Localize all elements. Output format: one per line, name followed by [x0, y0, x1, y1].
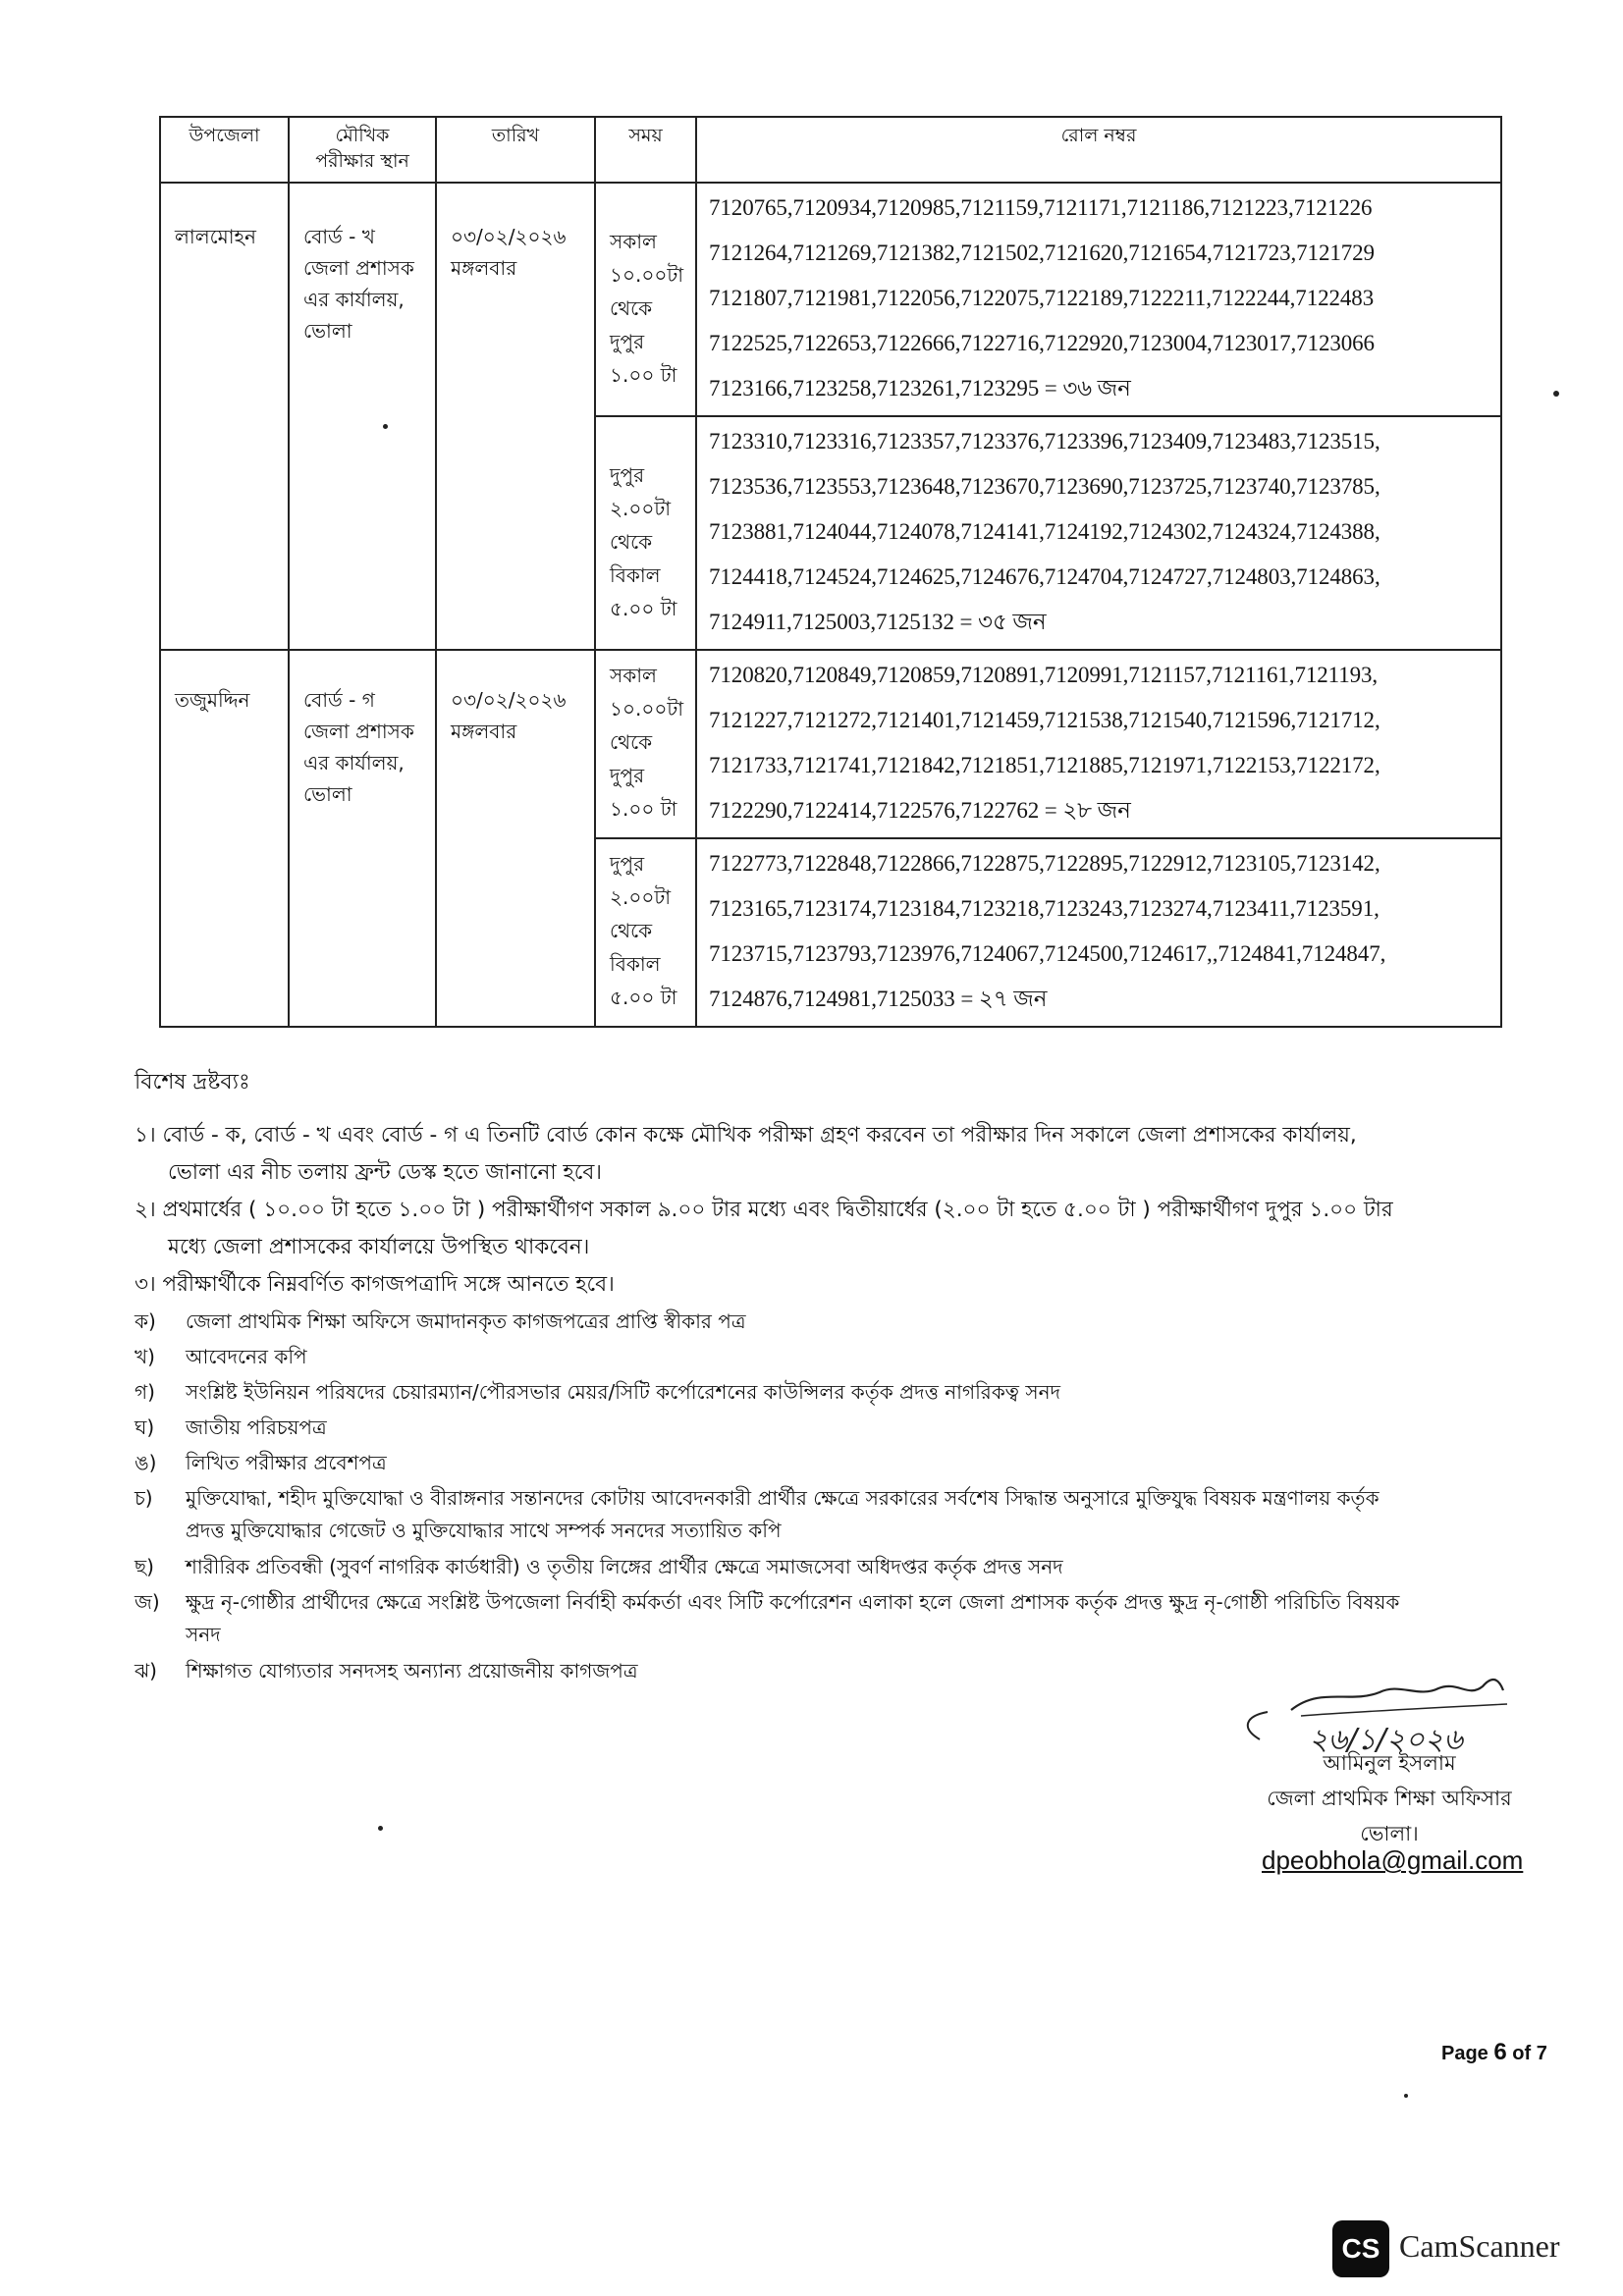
exam-day: মঙ্গলবার: [451, 256, 517, 281]
list-item-label: ঝ): [135, 1659, 157, 1682]
note-item: [135, 1266, 1529, 1304]
list-item-label: গ): [135, 1380, 155, 1404]
cell-upazila: লালমোহন: [160, 183, 289, 650]
roll-line: 7123881,7124044,7124078,7124141,7124192,7124302,7124324,7124388,: [709, 519, 1380, 545]
time-line: থেকে: [610, 530, 653, 555]
cell-roll-numbers: [696, 183, 1501, 416]
list-item-label: ছ): [135, 1555, 154, 1578]
time-line: ২.০০টা: [610, 497, 672, 521]
roll-line: 7121264,7121269,7121382,7121502,7121620,7121654,7121723,7121729: [709, 240, 1375, 266]
signatory-place: ভোলা।: [1360, 1822, 1419, 1845]
roll-line: 7123166,7123258,7123261,7123295 = ৩৬ জন: [709, 376, 1131, 401]
header-time: সময়: [595, 117, 696, 183]
required-documents-list: [135, 1306, 1548, 1690]
header-rolls: রোল নম্বর: [696, 117, 1501, 183]
list-item-text-line: সনদ: [186, 1623, 221, 1646]
list-item: [135, 1376, 1548, 1412]
note-item: [135, 1117, 1529, 1192]
list-item: [135, 1482, 1548, 1551]
time-line: ১.০০ টা: [610, 363, 677, 388]
list-item: [135, 1341, 1548, 1376]
list-item-label: চ): [135, 1486, 153, 1510]
page-current: 6: [1493, 2039, 1507, 2065]
time-line: দুপুর: [610, 463, 645, 488]
time-line: থেকে: [610, 730, 653, 755]
signature-date: ২৬/১/২০২৬: [1309, 1723, 1463, 1757]
note-text-cont: ভোলা এর নীচ তলায় ফ্রন্ট ডেস্ক হতে জানানো হবে।: [168, 1160, 602, 1185]
list-item: [135, 1586, 1548, 1655]
venue-line: এর কার্যালয়,: [303, 751, 405, 775]
list-item: [135, 1551, 1548, 1586]
cell-roll-numbers: [696, 650, 1501, 838]
list-item: [135, 1306, 1548, 1341]
time-line: দুপুর: [610, 764, 645, 788]
time-line: সকাল: [610, 664, 657, 688]
contact-email: dpeobhola@gmail.com: [1262, 1845, 1524, 1875]
list-item-text: সংশ্লিষ্ট ইউনিয়ন পরিষদের চেয়ারম্যান/পৌরসভার মেয়র/সিটি কর্পোরেশনের কাউন্সিলর কর্তৃক প্রদত্ত নাগরিকত্ব সনদ: [186, 1380, 1061, 1404]
time-line: ১০.০০টা: [610, 697, 684, 721]
list-item-text: জাতীয় পরিচয়পত্র: [186, 1415, 327, 1439]
venue-line: জেলা প্রশাসক: [303, 720, 414, 744]
roll-line: 7120820,7120849,7120859,7120891,7120991,7121157,7121161,7121193,: [709, 663, 1379, 688]
list-item-text: আবেদনের কপি: [186, 1345, 307, 1368]
roll-line: 7124876,7124981,7125033 = ২৭ জন: [709, 987, 1048, 1012]
note-text: ৩। পরীক্ষার্থীকে নিম্নবর্ণিত কাগজপত্রাদি সঙ্গে আনতে হবে।: [135, 1272, 615, 1297]
note-item: [135, 1192, 1529, 1266]
scan-speck: [1404, 2094, 1408, 2098]
list-item-label: ক): [135, 1309, 156, 1333]
cell-upazila: তজুমদ্দিন: [160, 650, 289, 1027]
signatory-name: আমিনুল ইসলাম: [1323, 1751, 1456, 1775]
cell-time: [595, 650, 696, 838]
roll-line: 7124418,7124524,7124625,7124676,7124704,7124727,7124803,7124863,: [709, 564, 1380, 590]
roll-line: 7121807,7121981,7122056,7122075,7122189,7122211,7122244,7122483: [709, 286, 1375, 311]
camscanner-logo-icon: CS: [1332, 2220, 1389, 2277]
list-item-text: শারীরিক প্রতিবন্ধী (সুবর্ণ নাগরিক কার্ডধারী) ও তৃতীয় লিঙ্গের প্রার্থীর ক্ষেত্রে সমাজসেবা অধিদপ্তর কর্তৃক প্রদত্ত সনদ: [186, 1555, 1063, 1578]
time-line: ১০.০০টা: [610, 263, 684, 288]
list-item-text-line: মুক্তিযোদ্ধা, শহীদ মুক্তিযোদ্ধা ও বীরাঙ্গনার সন্তানদের কোটায় আবেদনকারী প্রার্থীর ক্ষেত্রে সরকারের সর্বশেষ সিদ্ধান্ত অনুসারে মুক্তিযুদ্ধ বিষয়ক মন্ত্রণালয় কর্তৃক: [186, 1486, 1380, 1510]
scan-speck: [1553, 391, 1559, 397]
signatory-block: [1217, 1745, 1561, 1851]
list-item-label: জ): [135, 1590, 160, 1614]
list-item-text: [186, 1482, 1548, 1547]
page-total: 7: [1536, 2043, 1547, 2064]
header-venue: [289, 117, 436, 183]
cell-time: [595, 416, 696, 650]
venue-line: এর কার্যালয়,: [303, 288, 405, 312]
exam-date: ০৩/০২/২০২৬: [451, 688, 567, 713]
roll-line: 7124911,7125003,7125132 = ৩৫ জন: [709, 610, 1047, 635]
list-item-text-line: প্রদত্ত মুক্তিযোদ্ধার গেজেট ও মুক্তিযোদ্ধার সাথে সম্পর্ক সনদের সত্যায়িত কপি: [186, 1519, 782, 1542]
time-line: সকাল: [610, 230, 657, 254]
list-item-text: লিখিত পরীক্ষার প্রবেশপত্র: [186, 1451, 387, 1474]
table-header-row: [160, 117, 1501, 183]
list-item: [135, 1447, 1548, 1482]
roll-line: 7123715,7123793,7123976,7124067,7124500,7124617,,7124841,7124847,: [709, 941, 1386, 967]
venue-board: বোর্ড - খ: [303, 225, 375, 249]
list-item-text: [186, 1586, 1548, 1651]
venue-line: জেলা প্রশাসক: [303, 256, 414, 281]
time-line: ২.০০টা: [610, 885, 672, 910]
scan-speck: [378, 1826, 383, 1831]
header-venue-line2: পরীক্ষার স্থান: [315, 149, 409, 172]
time-line: দুপুর: [610, 852, 645, 877]
list-item-label: খ): [135, 1345, 155, 1368]
venue-line: ভোলা: [303, 782, 352, 807]
cell-date: [436, 650, 595, 1027]
time-line: বিকাল: [610, 952, 661, 977]
page-prefix: Page: [1441, 2043, 1494, 2064]
time-line: দুপুর: [610, 330, 645, 354]
roll-line: 7122773,7122848,7122866,7122875,7122895,7122912,7123105,7123142,: [709, 851, 1380, 877]
time-line: থেকে: [610, 296, 653, 321]
header-upazila: উপজেলা: [160, 117, 289, 183]
time-line: থেকে: [610, 919, 653, 943]
roll-line: 7122290,7122414,7122576,7122762 = ২৮ জন: [709, 798, 1131, 824]
page-of: of: [1506, 2043, 1537, 2064]
header-venue-line1: মৌখিক: [335, 125, 390, 146]
roll-line: 7123165,7123174,7123184,7123218,7123243,7123274,7123411,7123591,: [709, 896, 1380, 922]
list-item-text: শিক্ষাগত যোগ্যতার সনদসহ অন্যান্য প্রয়োজনীয় কাগজপত্র: [186, 1659, 638, 1682]
exam-date: ০৩/০২/২০২৬: [451, 225, 567, 249]
roll-line: 7123536,7123553,7123648,7123670,7123690,7123725,7123740,7123785,: [709, 474, 1380, 500]
exam-day: মঙ্গলবার: [451, 720, 517, 744]
note-text-cont: মধ্যে জেলা প্রশাসকের কার্যালয়ে উপস্থিত থাকবেন।: [168, 1235, 590, 1259]
list-item-text-line: ক্ষুদ্র নৃ-গোষ্ঠীর প্রার্থীদের ক্ষেত্রে সংশ্লিষ্ট উপজেলা নির্বাহী কর্মকর্তা এবং সিটি কর্পোরেশন এলাকা হলে জেলা প্রশাসক কর্তৃক প্রদত্ত ক্ষুদ্র নৃ-গোষ্ঠী পরিচিতি বিষয়ক: [186, 1590, 1400, 1614]
page-number: [1441, 2039, 1547, 2066]
roll-line: 7120765,7120934,7120985,7121159,7121171,7121186,7121223,7121226: [709, 195, 1373, 221]
roll-line: 7121227,7121272,7121401,7121459,7121538,7121540,7121596,7121712,: [709, 708, 1380, 733]
scan-speck: [383, 424, 388, 429]
time-line: বিকাল: [610, 563, 661, 588]
roll-line: 7121733,7121741,7121842,7121851,7121885,7121971,7122153,7122172,: [709, 753, 1380, 778]
list-item: [135, 1412, 1548, 1447]
exam-schedule-table: [159, 116, 1502, 1028]
cell-date: [436, 183, 595, 650]
table-row: [160, 650, 1501, 838]
cell-venue: [289, 650, 436, 1027]
camscanner-watermark: CamScanner: [1399, 2228, 1560, 2264]
header-date: তারিখ: [436, 117, 595, 183]
venue-board: বোর্ড - গ: [303, 688, 375, 713]
list-item-label: ঙ): [135, 1451, 157, 1474]
note-text: ২। প্রথমার্ধের ( ১০.০০ টা হতে ১.০০ টা ) পরীক্ষার্থীগণ সকাল ৯.০০ টার মধ্যে এবং দ্বিতীয়ার্ধের (২.০০ টা হতে ৫.০০ টা ) পরীক্ষার্থীগণ দুপুর ১.০০ টার: [135, 1198, 1393, 1222]
cell-roll-numbers: [696, 416, 1501, 650]
cell-time: [595, 183, 696, 416]
notes-heading: বিশেষ দ্রষ্টব্যঃ: [135, 1070, 250, 1095]
list-item-label: ঘ): [135, 1415, 155, 1439]
time-line: ৫.০০ টা: [610, 986, 677, 1010]
signatory-title: জেলা প্রাথমিক শিক্ষা অফিসার: [1267, 1787, 1512, 1810]
list-item-text: জেলা প্রাথমিক শিক্ষা অফিসে জমাদানকৃত কাগজপত্রের প্রাপ্তি স্বীকার পত্র: [186, 1309, 746, 1333]
venue-line: ভোলা: [303, 319, 352, 344]
roll-line: 7122525,7122653,7122666,7122716,7122920,7123004,7123017,7123066: [709, 331, 1375, 356]
time-line: ৫.০০ টা: [610, 597, 677, 621]
cell-roll-numbers: [696, 838, 1501, 1027]
roll-line: 7123310,7123316,7123357,7123376,7123396,7123409,7123483,7123515,: [709, 429, 1380, 454]
time-line: ১.০০ টা: [610, 797, 677, 822]
note-text: ১। বোর্ড - ক, বোর্ড - খ এবং বোর্ড - গ এ তিনটি বোর্ড কোন কক্ষে মৌখিক পরীক্ষা গ্রহণ করবেন তা পরীক্ষার দিন সকালে জেলা প্রশাসকের কার্যালয়,: [135, 1123, 1357, 1148]
table-row: [160, 183, 1501, 416]
cell-venue: [289, 183, 436, 650]
cell-time: [595, 838, 696, 1027]
